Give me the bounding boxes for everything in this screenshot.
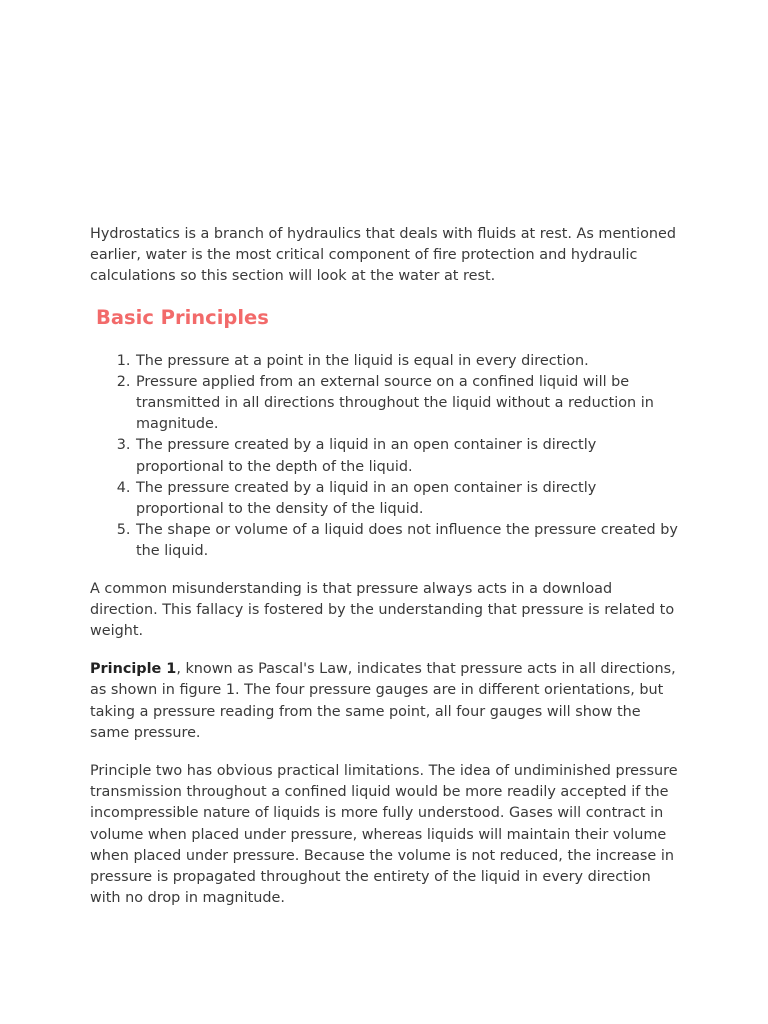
- principle-1-text: , known as Pascal's Law, indicates that pressure acts in all directions, as shown in figure 1. The four pressure gauges are in different orientations, but taking a pressure reading from the same point, all four gauges will show the same pressure.: [90, 661, 676, 741]
- principle-1-label: Principle 1: [90, 661, 177, 678]
- section-heading: Basic Principles: [96, 305, 269, 329]
- intro-paragraph: Hydrostatics is a branch of hydraulics that deals with fluids at rest. As mentioned earlier, water is the most critical component of fire protection and hydraulic calculations so this section will look at the water at rest.: [90, 226, 676, 285]
- principles-list: [90, 351, 680, 563]
- list-item: 1. The pressure at a point in the liquid is equal in every direction.: [135, 351, 680, 372]
- list-item: 2. Pressure applied from an external source on a confined liquid will be transmitted in all directions throughout the liquid without a reduction in magnitude.: [135, 372, 680, 436]
- principle-1-paragraph: [90, 659, 680, 744]
- list-item: 3. The pressure created by a liquid in an open container is directly proportional to the depth of the liquid.: [135, 435, 680, 477]
- document-body: [90, 224, 680, 926]
- principle-2-paragraph: Principle two has obvious practical limitations. The idea of undiminished pressure transmission throughout a confined liquid would be more readily accepted if the incompressible nature of liquids is more fully understood. Gases will contract in volume when placed under pressure, whereas liquids will maintain their volume when placed under pressure. Because the volume is not reduced, the increase in pressure is propagated throughout the entirety of the liquid in every direction with no drop in magnitude.: [90, 763, 678, 907]
- misunderstanding-paragraph: A common misunderstanding is that pressure always acts in a download direction. This fallacy is fostered by the understanding that pressure is related to weight.: [90, 580, 675, 640]
- list-item: 4. The pressure created by a liquid in an open container is directly proportional to the density of the liquid.: [135, 478, 680, 520]
- list-item: 5. The shape or volume of a liquid does not influence the pressure created by the liquid.: [135, 520, 680, 562]
